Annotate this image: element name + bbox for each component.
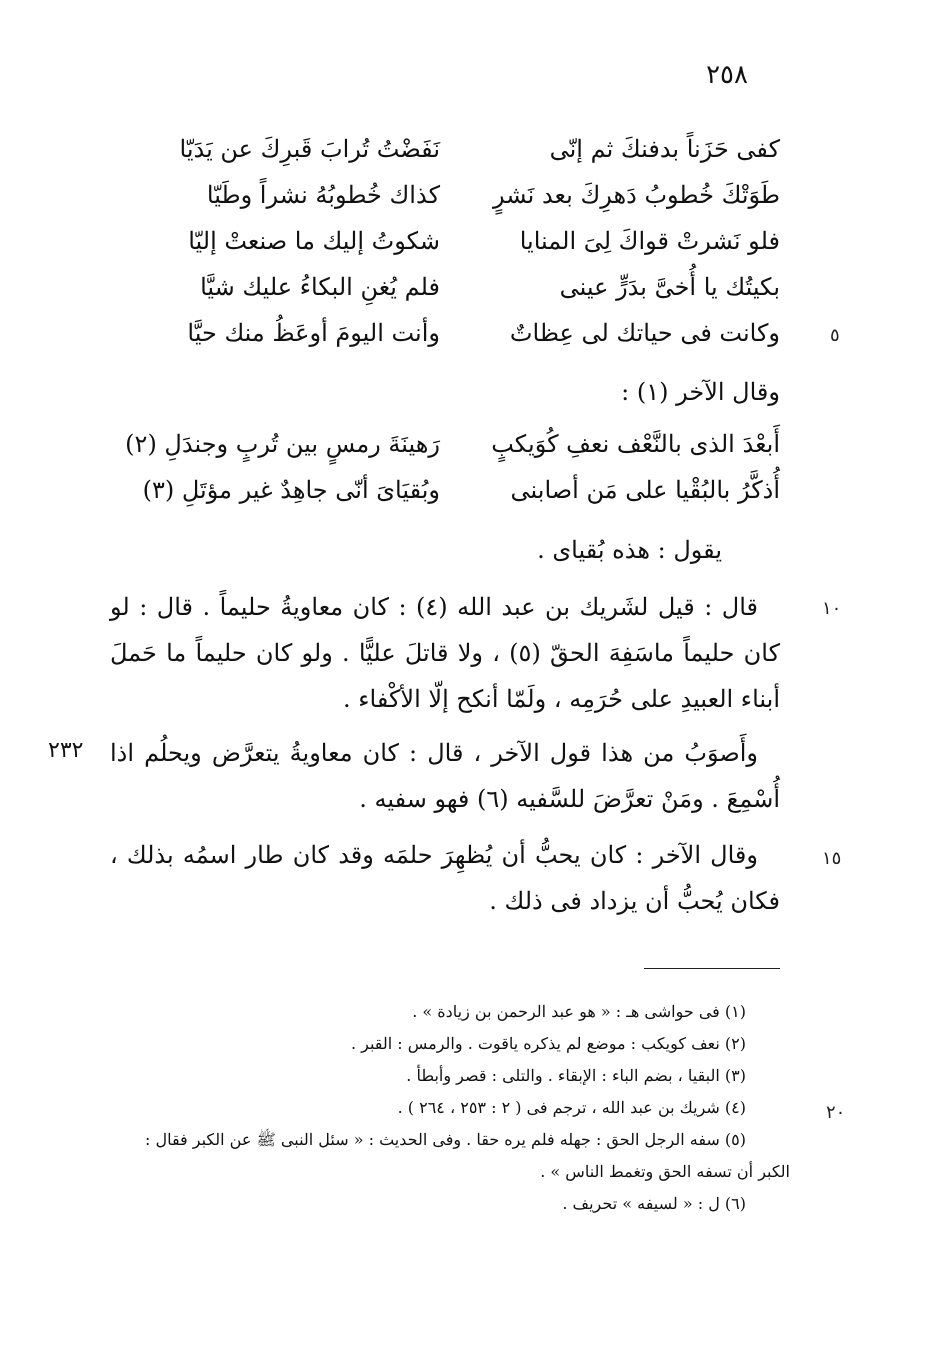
line-marker-10: ١٠ <box>822 598 842 619</box>
footnote <box>110 1188 790 1220</box>
line-marker-15: ١٥ <box>822 848 842 869</box>
footnote-text: (٣) البقيا ، بضم الباء : الإبقاء . والتلى : قصر وأبطأ . <box>406 1066 746 1085</box>
footnotes <box>110 996 790 1220</box>
line-marker-5: ٥ <box>830 325 840 346</box>
page-number: ٢٥٨ <box>706 60 748 90</box>
margin-reference: ٢٣٢ <box>48 738 84 763</box>
verse <box>125 430 780 476</box>
paragraph-text: وقال الآخر : كان يحبُّ أن يُظهِرَ حلمَه وقد كان طار اسمُه بذلك ، فكان يُحبُّ أن يزداد فى ذلك . <box>110 841 780 915</box>
verse <box>140 135 780 181</box>
paragraph-text: وأَصوَبُ من هذا قول الآخر ، قال : كان معاويةُ يتعرَّض ويحلُم اذا أُسْمِعَ . ومَنْ تعرَّضَ للسَّفيه (٦) فهو سفيه . <box>110 739 780 813</box>
footnote <box>110 1028 790 1060</box>
paragraph <box>110 730 780 822</box>
footnote <box>110 996 790 1028</box>
footnote-text: (٤) شريك بن عبد الله ، ترجم فى ( ٢ : ٢٥٣ ، ٢٦٤ ) . <box>397 1098 746 1117</box>
hemistich-first: أَبعْدَ الذى بالنَّعْف نعفِ كُوَيكبٍ <box>491 430 780 458</box>
footnote-text: (٢) نعف كويكب : موضع لم يذكره ياقوت . والرمس : القبر . <box>350 1034 746 1053</box>
hemistich-second: فلم يُغنِ البكاءُ عليك شيَّا <box>200 273 440 301</box>
hemistich-second: وبُقيَاىَ أنّى جاهِدٌ غير مؤتَلِ (٣) <box>142 476 440 504</box>
poem-one <box>140 135 780 365</box>
line-marker-20: ٢٠ <box>826 1102 846 1123</box>
poem-two-gloss: يقول : هذه بُقيای . <box>537 536 722 564</box>
verse <box>140 476 780 522</box>
footnote-text: (١) فى حواشى هـ : « هو عبد الرحمن بن زيادة » . <box>412 1002 746 1021</box>
footnote <box>110 1060 790 1092</box>
poem-two <box>125 430 780 522</box>
footnote-text: (٥) سفه الرجل الحق : جهله فلم يره حقا . وفى الحديث : « سئل النبى ﷺ عن الكبر فقال : الكبر أن تسفه الحق وتغمط الناس » . <box>144 1130 790 1181</box>
verse <box>140 319 780 365</box>
hemistich-first: بكيتُك يا أُخىَّ بدَرٍّ عينى <box>559 273 780 301</box>
verse <box>140 181 780 227</box>
hemistich-second: شكوتُ إليك ما صنعتْ إليّا <box>188 227 440 255</box>
verse <box>140 273 780 319</box>
hemistich-first: أُذكَّرُ بالبُقْيا على مَن أصابنى <box>510 476 780 504</box>
paragraph <box>110 584 780 722</box>
poem-two-intro: وقال الآخر (١) : <box>621 378 780 406</box>
footnote <box>110 1124 790 1188</box>
hemistich-first: فلو نَشرتْ قواكَ لِىَ المنايا <box>519 227 780 255</box>
hemistich-first: طَوَتْكَ خُطوبُ دَهرِكَ بعد نَشرٍ <box>493 181 780 209</box>
paragraph-text: قال : قيل لشَريك بن عبد الله (٤) : كان معاويةُ حليماً . قال : لو كان حليماً ماسَفِهَ الحقّ (٥) ، ولا قاتلَ عليًّا . ولو كان حليماً ما حَملَ أبناء العبيدِ على حُرَمِه ، ولَمّا أنكح إلّا الأكْفاء . <box>110 593 780 713</box>
footnote <box>110 1092 790 1124</box>
footnote-text: (٦) ل : « لسيفه » تحريف . <box>562 1194 746 1213</box>
hemistich-second: وأنت اليومَ أوعَظُ منك حيَّا <box>187 319 440 347</box>
hemistich-second: كذاك خُطوبُهُ نشراً وطَيّا <box>206 181 440 209</box>
paragraph <box>110 832 780 924</box>
hemistich-second: رَهينَةَ رمسٍ بين تُربٍ وجندَلِ (٢) <box>125 430 440 458</box>
footnote-divider <box>644 968 780 969</box>
hemistich-first: كفى حَزَناً بدفنكَ ثم إنّى <box>549 135 780 163</box>
verse <box>140 227 780 273</box>
hemistich-first: وكانت فى حياتك لى عِظاتٌ <box>509 319 780 347</box>
hemistich-second: نَفَضْتُ تُرابَ قَبرِكَ عن يَدَيّا <box>179 135 440 163</box>
